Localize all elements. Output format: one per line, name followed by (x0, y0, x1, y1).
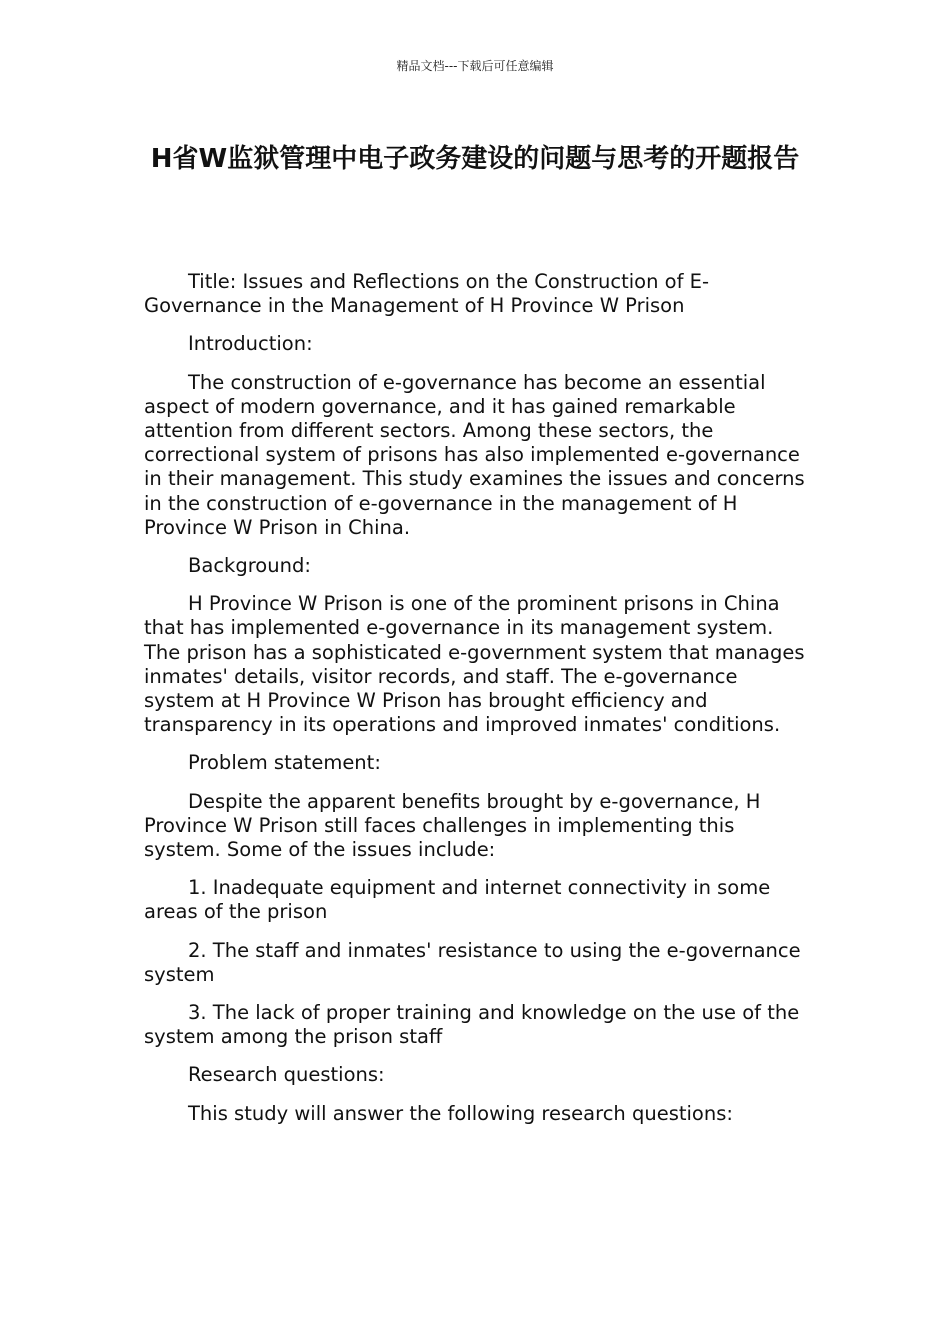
list-item-issue-1: 1. Inadequate equipment and internet connectivity in some areas of the prison (144, 876, 771, 924)
paragraph-title-line: Title: Issues and Reflections on the Construction of E-Governance in the Management of H Province W Prison (144, 270, 710, 318)
heading-problem-statement: Problem statement: (188, 751, 381, 775)
heading-introduction: Introduction: (188, 332, 313, 356)
paragraph-problem-statement: Despite the apparent benefits brought by e-governance, H Province W Prison still faces challenges in implementing this system. Some of the issues include: (144, 789, 761, 862)
paragraph-background: H Province W Prison is one of the prominent prisons in China that has implemented e-governance in its management system. The prison has a sophisticated e-government system that manages inmates' details, visitor records, and staff. The e-governance system at H Province W Prison has brought efficiency and transparency in its operations and improved inmates' conditions. (144, 592, 805, 737)
heading-background: Background: (188, 554, 311, 578)
paragraph-introduction: The construction of e-governance has become an essential aspect of modern governance, and it has gained remarkable attention from different sectors. Among these sectors, the correctional system of prisons has also implemented e-governance in their management. This study examines the issues and concerns in the construction of e-governance in the management of H Province W Prison in China. (144, 370, 805, 539)
document-title: H省W监狱管理中电子政务建设的问题与思考的开题报告 (150, 144, 800, 174)
heading-research-questions: Research questions: (188, 1063, 385, 1087)
paragraph-research-questions: This study will answer the following research questions: (188, 1101, 733, 1125)
list-item-issue-2: 2. The staff and inmates' resistance to using the e-governance system (144, 938, 801, 986)
header-note: 精品文档---下载后可任意编辑 (396, 59, 554, 73)
document-body (144, 270, 806, 1140)
list-item-issue-3: 3. The lack of proper training and knowledge on the use of the system among the prison staff (144, 1001, 800, 1049)
